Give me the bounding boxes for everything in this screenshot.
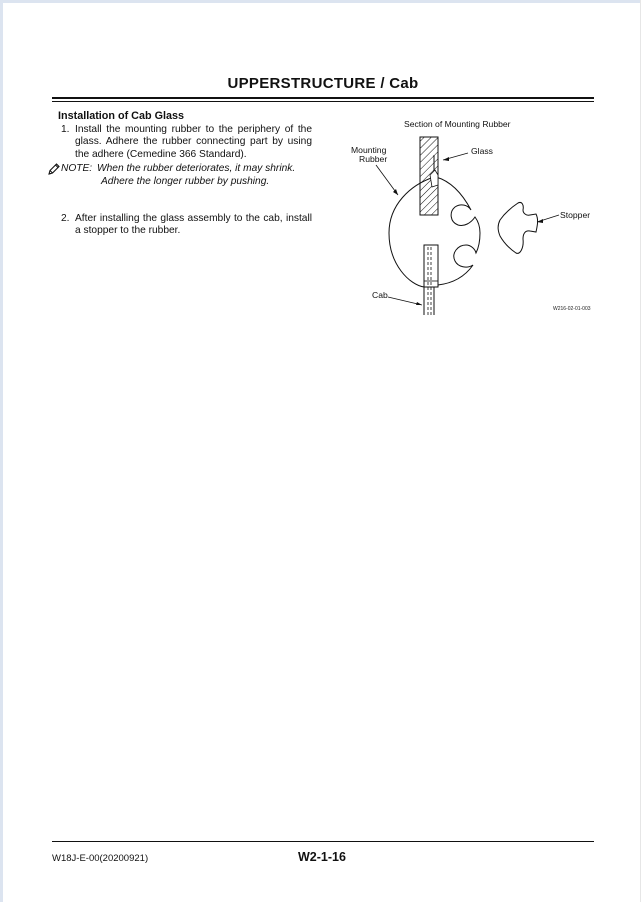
step-number: 2. — [61, 212, 70, 224]
label-cab: Cab — [372, 290, 388, 300]
header-rule — [52, 97, 594, 99]
instructions — [58, 110, 312, 238]
page-title: UPPERSTRUCTURE / Cab — [227, 75, 419, 92]
label-mounting: Mounting — [351, 145, 387, 155]
mounting-rubber-figure — [340, 115, 600, 325]
page-number: W2-1-16 — [298, 850, 346, 864]
viewer-top-border — [0, 0, 641, 3]
step-number: 1. — [61, 123, 70, 135]
note-label: NOTE: — [61, 163, 93, 175]
section-title: Installation of Cab Glass — [58, 110, 184, 122]
figure-id: W216-02-01-003 — [553, 306, 591, 312]
document-code: W18J-E-00(20200921) — [52, 853, 149, 864]
stopper-shape — [498, 202, 537, 253]
label-stopper: Stopper — [560, 210, 591, 220]
note — [50, 163, 312, 188]
viewer-left-border — [0, 0, 3, 902]
footer-rule — [52, 841, 594, 842]
pencil-icon — [47, 162, 61, 176]
note-line-2: Adhere the longer rubber by pushing. — [101, 175, 270, 187]
step-text: After installing the glass assembly to the cab, install a stopper to the rubber. — [75, 212, 312, 237]
label-rubber: Rubber — [359, 154, 388, 164]
figure-title: Section of Mounting Rubber — [404, 119, 511, 129]
step-text: Install the mounting rubber to the periphery of the glass. Adhere the rubber connecting part by using the adhere (Cemedine 366 Standard). — [75, 123, 312, 160]
step-2 — [58, 213, 312, 238]
step-1 — [58, 124, 312, 162]
header-rule-thin — [52, 101, 594, 102]
label-glass: Glass — [471, 146, 493, 156]
note-line-1: When the rubber deteriorates, it may shrink. — [97, 163, 296, 175]
